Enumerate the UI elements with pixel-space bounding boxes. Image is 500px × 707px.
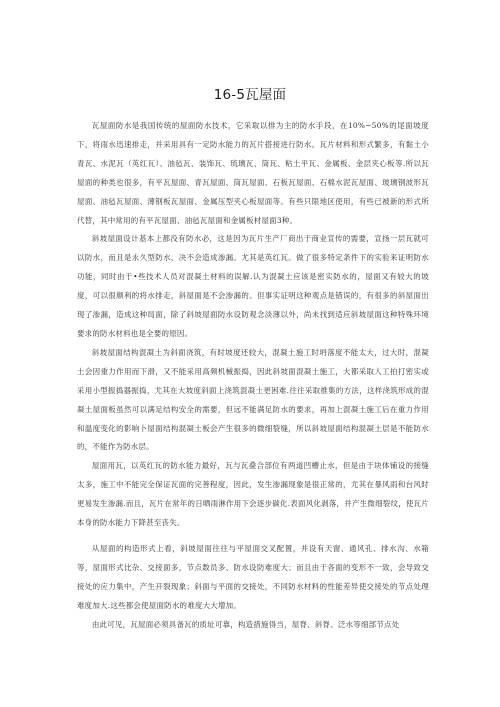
paragraph: 屋面用瓦，以英红瓦的防水能力最好，瓦与瓦叠合部位有两道凹槽止水，但是由于块体铺设的接缝太多，施工中不能完全保证瓦面的完善程度，因此，发生渗漏现象是很正常的，尤其在暴风雨和台风时更易发生渗漏.而且，瓦片在常年的日晒雨淋作用下会逐步碳化.表面风化剥落，并产生微细裂纹，使瓦片本身的防水能力下降甚至丧失。 [77,461,429,528]
paragraph-gap [77,533,429,540]
paragraph: 瓦屋面防水是我国传统的屋面防水技术，它采取以排为主的防水手段，在10%~50%的尾面坡度下，将雨水迅速排走，并采用具有一定防水能力的瓦片搭接进行防水。瓦片材料和形式繁多，有黏土小青瓦、水泥瓦（英红瓦）、油毡瓦、装饰瓦、琉璃瓦、筒瓦、粘土平瓦、金属板、金层夹心板等.所以瓦屋面的种类也很多，有平瓦屋面、青瓦屋面、筒瓦屋面、石板瓦屋面、石棉水泥瓦屋面、玻璃钢波形瓦屋面、油毡瓦屋面、薄钢板瓦屋面、金属压型夹心板屋面等。有些只限地区使用，有些已被新的形式所代替，其中常用的有平瓦屋面、油毡瓦屋面和金属板材屋面3种。 [77,121,429,225]
paragraph: 斜坡屋面结构混凝土为斜面浇筑，有时坡度还较大，混凝土施工时坍落度不能太大，过大时，混凝土会因重力作用而下滑，又不能采用高频机械振捣，因此斜坡面混凝土施工，大都采取人工拍打密实或采用小型振捣器振捣，尤其在大坡度斜面上浇筑混凝土更困难.往往采取推集的方法，这样浇筑形成的混凝土屋面板虽然可以满足结构安全的需要，但远不能满足防水的要求，再加上混凝土施工后在重力作用和温度变化的影响卜屋面结构混凝土板会产生很多的微细裂缝，所以斜坡屋面结构混凝土层是不能防水的，不能作为防水层。 [77,347,429,452]
paragraph: 由此可见，瓦屋面必须具备瓦的质址可靠，构造措施得当，屋脊、斜脊、泛水等细部节点处 [91,619,400,629]
paragraph: 斜坡屋面设计基本上都没有防水必，这是因为瓦片生产厂商出于商业宣传的需要，宣扬一层瓦就可以防水，而且是永久型防水，决不会造成渗漏。尤其是英红瓦。做了很多特定条件下的实验来证明防水功能，同时由于•些技术人员对混凝土材料的误解.认为混凝土应该是密实防水的，屋面又有较大的坡度，可以很顺利的将水排走，斜屋面是不会渗漏的。但事实证明这种观点是错误的，有很多的斜屋面出现了渗漏，造成这种局面，除了斜坡屋面防水设防观念淡薄以外，尚未找到适应斜坡屋面这种特殊环境要求的防水材料也是全要的原因。 [77,234,429,338]
paragraph: 从屋面的构造形式上看，斜坡屋面往往与平屋面交叉配置，并设有天窗、通风孔、排水沟、水箱等，屋面形式比杂、交接面多，节点数员多、防水设防难度大；而且由于各面的变形不一致，会导致交接处的应力集中，产生开裂现象；斜面与平面的交接处，不同防水材料的性能差异使交接处的节点处理难度加大.这些都会使屋面防水的难度大大增加。 [77,543,429,610]
page-title: 16-5瓦屋面 [213,87,287,103]
document-body [77,117,429,634]
